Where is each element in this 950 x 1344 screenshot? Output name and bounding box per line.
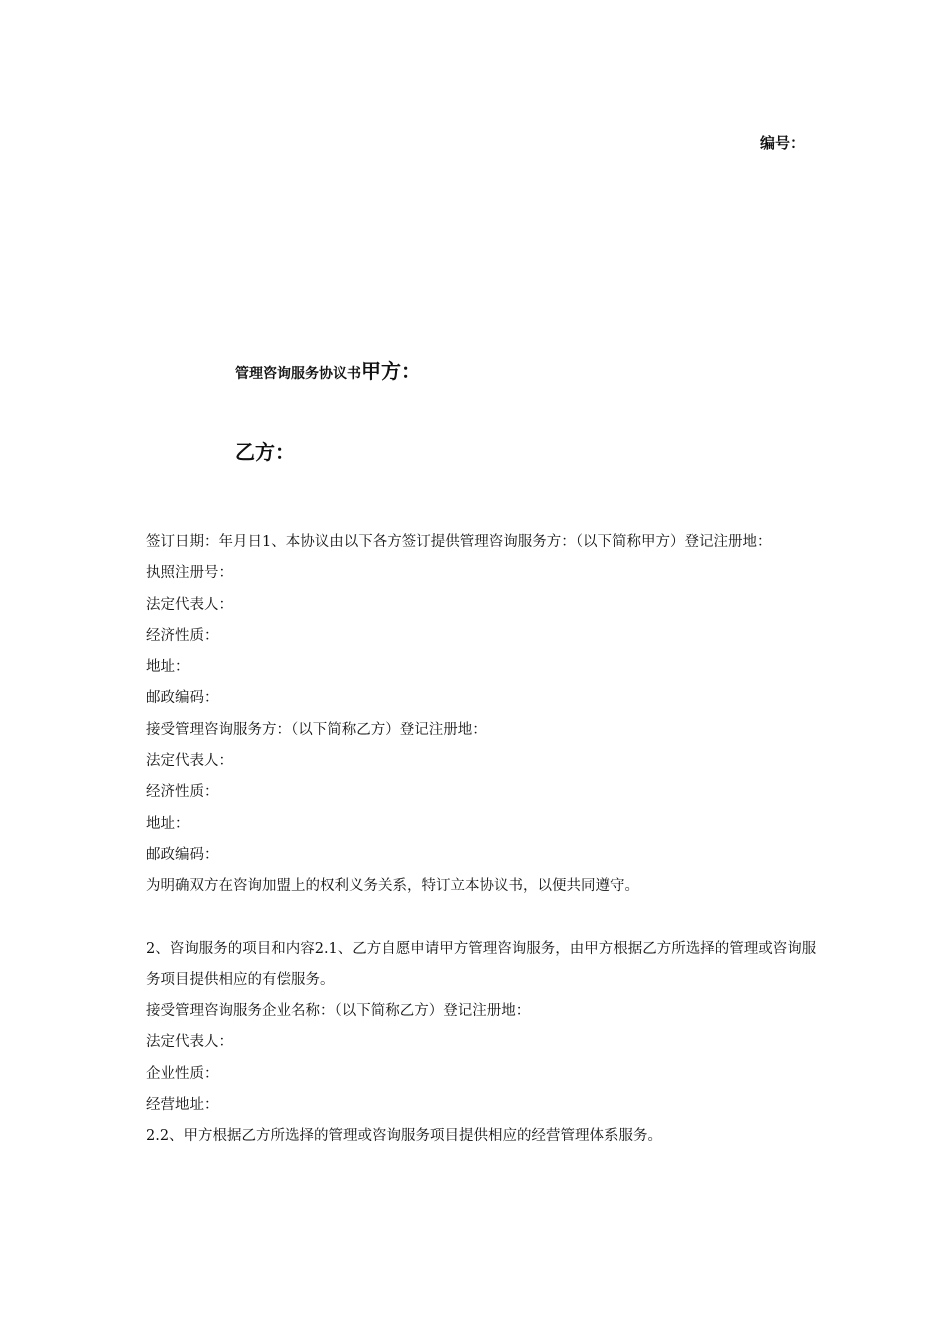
legal-representative-line-c: 法定代表人：: [146, 1034, 233, 1051]
service-scope-paragraph: 2、咨询服务的项目和内容2.1、乙方自愿申请甲方管理咨询服务，由甲方根据乙方所选择的管理或咨询服务项目提供相应的有偿服务。: [146, 940, 817, 988]
document-number-label: 编号：: [760, 134, 806, 152]
agreement-body: [146, 527, 826, 1153]
postal-code-line: 邮政编码：: [146, 690, 219, 707]
postal-code-line-b: 邮政编码：: [146, 846, 219, 863]
service-recipient-line: 接受管理咨询服务方：（以下简称乙方）登记注册地：: [146, 721, 487, 738]
address-line-b: 地址：: [146, 815, 190, 832]
company-nature-line: 企业性质：: [146, 1065, 219, 1082]
address-line: 地址：: [146, 659, 190, 676]
signing-date-line: 签订日期：年月日1、本协议由以下各方签订提供管理咨询服务方：（以下简称甲方）登记注册地：: [146, 534, 772, 550]
party-b-label: 乙方：: [235, 440, 295, 464]
recipient-company-line: 接受管理咨询服务企业名称：（以下简称乙方）登记注册地：: [146, 1003, 531, 1020]
business-address-line: 经营地址：: [146, 1097, 219, 1114]
clause-2-2: 2.2、甲方根据乙方所选择的管理或咨询服务项目提供相应的经营管理体系服务。: [146, 1128, 663, 1145]
title-line: [235, 355, 421, 384]
purpose-statement: 为明确双方在咨询加盟上的权利义务关系，特订立本协议书，以便共同遵守。: [146, 878, 639, 895]
economic-nature-line: 经济性质：: [146, 627, 219, 644]
paragraph-gap: [146, 903, 826, 934]
agreement-title: 管理咨询服务协议书: [235, 366, 361, 382]
legal-representative-line-b: 法定代表人：: [146, 753, 233, 770]
legal-representative-line: 法定代表人：: [146, 596, 233, 613]
economic-nature-line-b: 经济性质：: [146, 784, 219, 801]
license-number-line: 执照注册号：: [146, 565, 233, 582]
party-a-label: 甲方：: [361, 359, 421, 383]
